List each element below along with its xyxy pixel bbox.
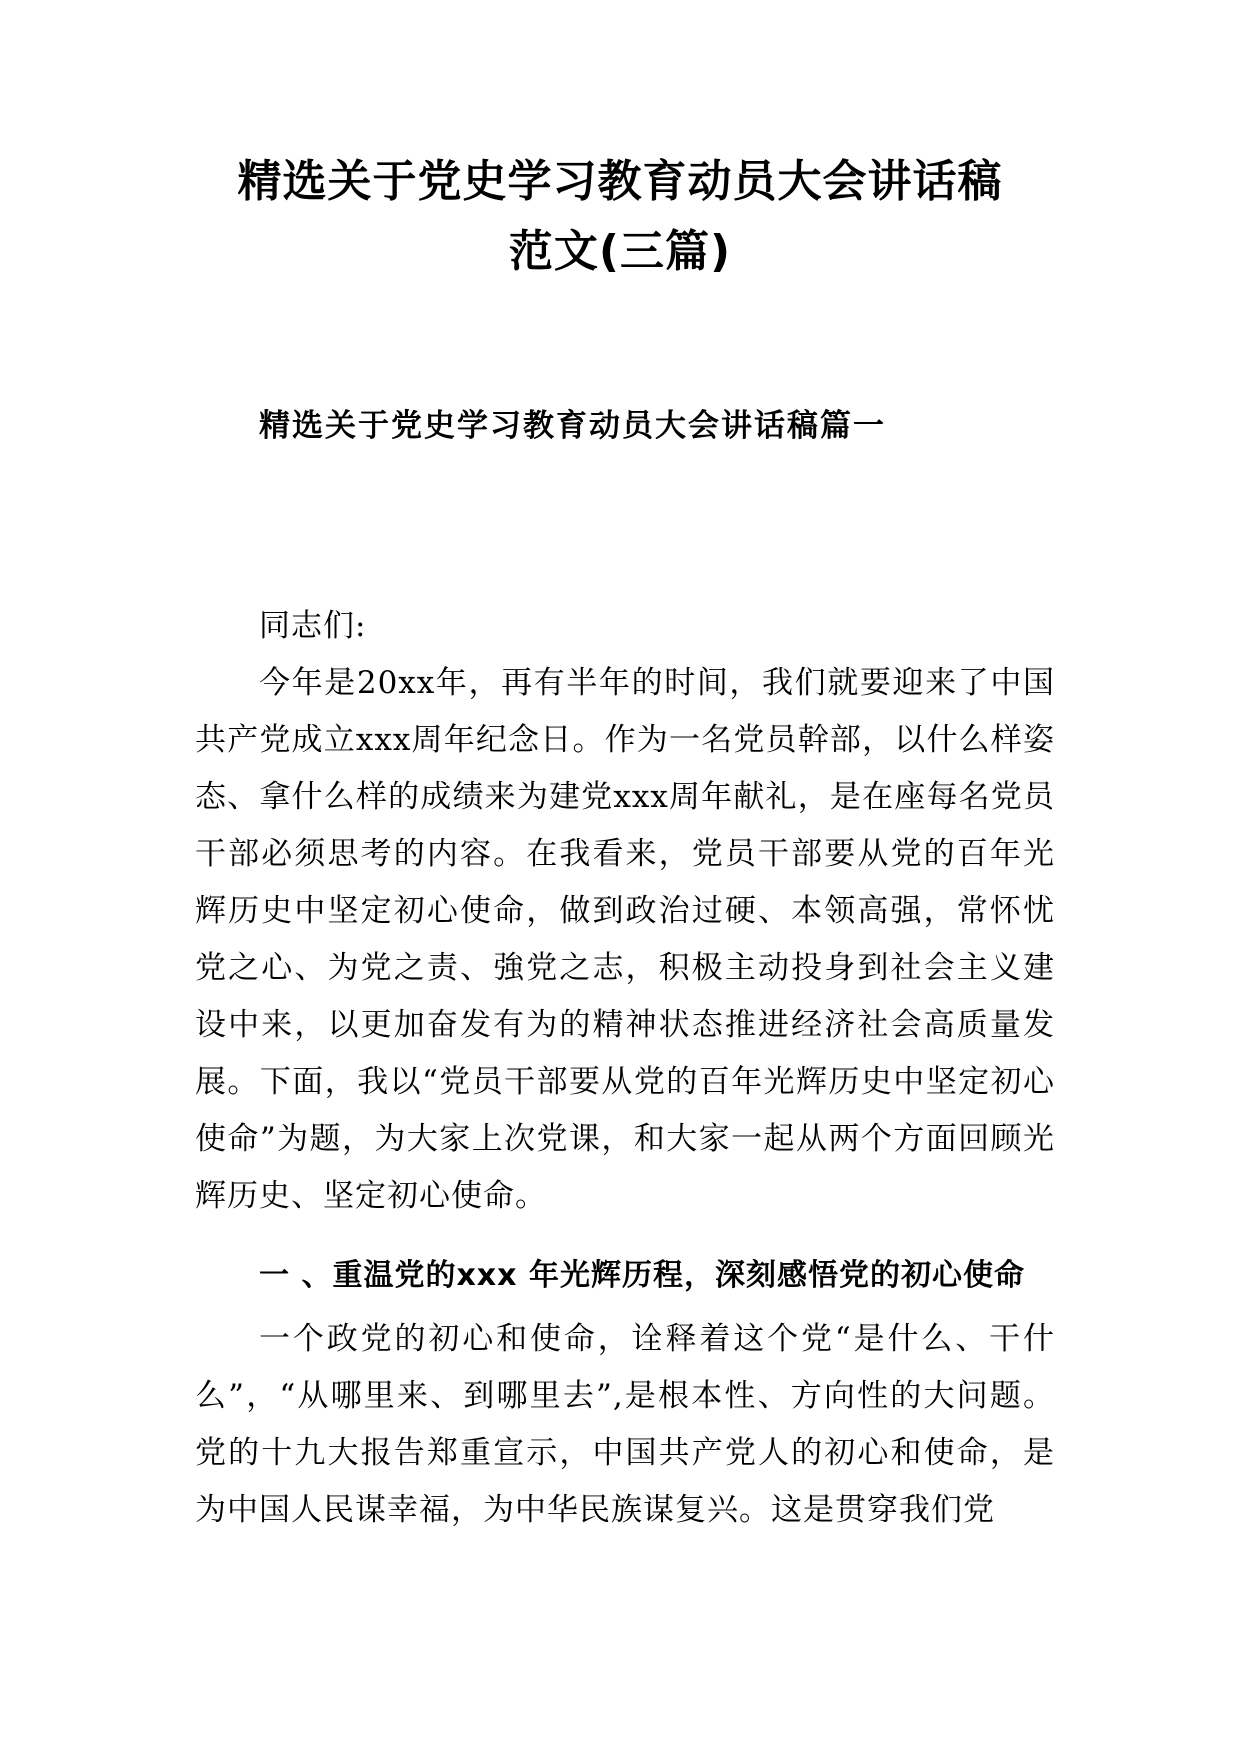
sub-heading-1: 一 、重温党的xxx 年光辉历程，深刻感悟党的初心使命 [259,1258,1025,1293]
salutation: 同志们: [259,608,367,644]
body-paragraph-1: 今年是20xx年，再有半年的时间，我们就要迎来了中国共产党成立xxx周年纪念日。作为一名党员幹部，以什么样姿态、拿什么样的成绩来为建党xxx周年献礼，是在座每名党员干部必须思考的内容。在我看来，党员干部要从党的百年光辉历史中坚定初心使命，做到政治过硬、本领高强，常怀忧党之心、为党之责、強党之志，积极主动投身到社会主义建设中来，以更加奋发有为的精神状态推进经济社会高质量发展。下面，我以“党员干部要从党的百年光辉历史中坚定初心使命”为题，为大家上次党课，和大家一起从两个方面回顾光辉历史、坚定初心使命。 [195,665,1055,1214]
section-heading: 精选关于党史学习教育动员大会讲话稿篇一 [259,408,886,444]
document-title-line-2: 范文(三篇) [508,226,732,277]
body-paragraph-2: 一个政党的初心和使命，诠释着这个党“是什么、干什么”，“从哪里来、到哪里去”,是根本性、方向性的大问题。党的十九大报告郑重宣示，中国共产党人的初心和使命，是为中国人民谋幸福，为中华民族谋复兴。这是贯穿我们党 [195,1321,1055,1528]
document-title-line-1: 精选关于党史学习教育动员大会讲话稿 [237,156,1003,207]
